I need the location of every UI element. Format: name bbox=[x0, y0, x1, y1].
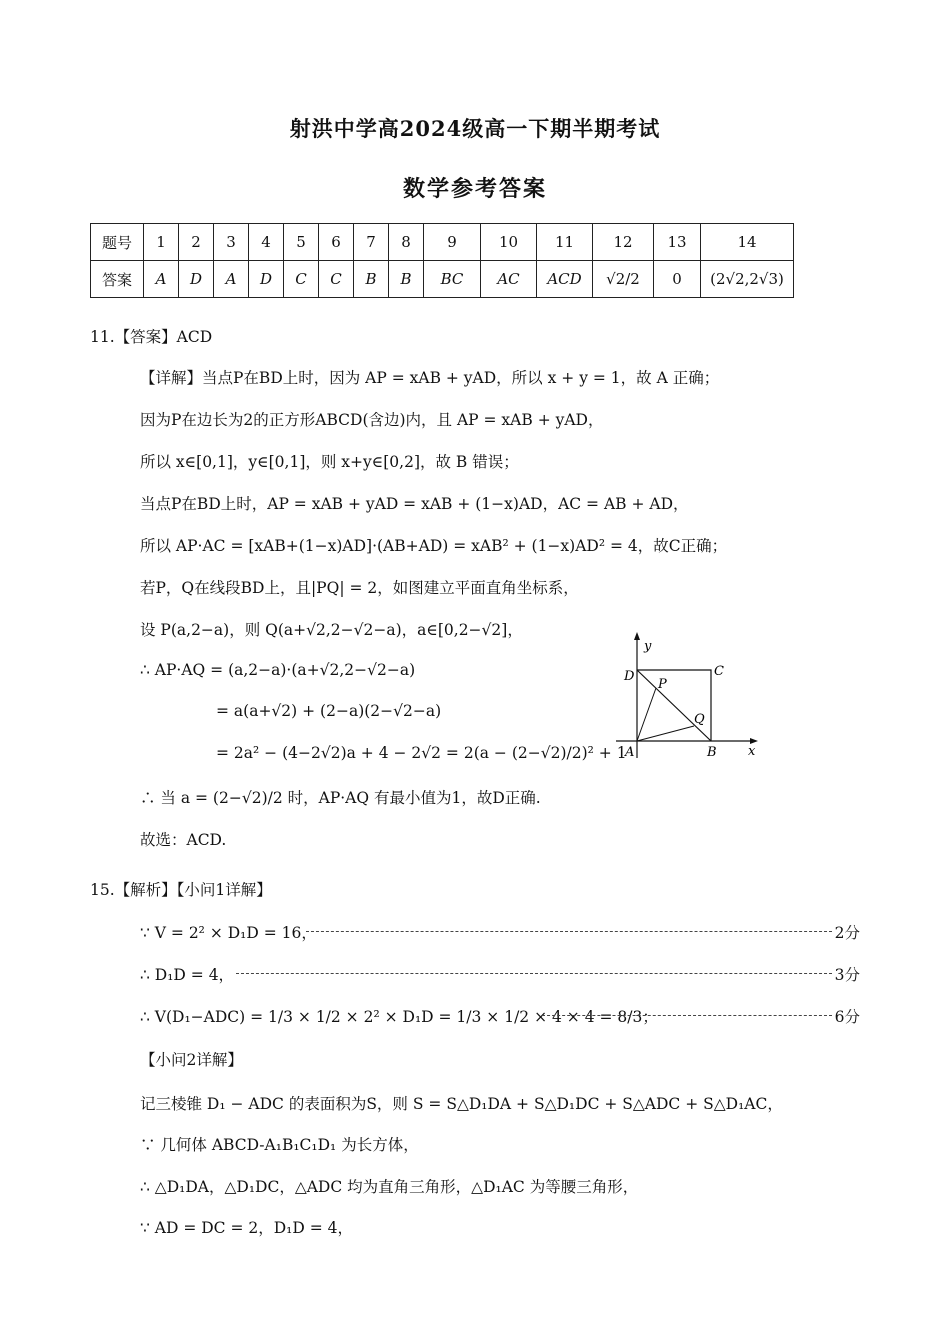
q15-score: 6分 bbox=[834, 1008, 860, 1026]
q15-line: ∵ 几何体 ABCD-A₁B₁C₁D₁ 为长方体， bbox=[140, 1136, 419, 1154]
q11-line: ∴ AP·AQ = (a,2−a)·(a+√2,2−√2−a) bbox=[140, 661, 416, 679]
label-q: Q bbox=[694, 712, 705, 727]
q11-line: 所以 AP·AC = [xAB+(1−x)AD]·(AB+AD) = xAB² + (1−x)AD² = 4，故C正确； bbox=[140, 537, 728, 555]
document-subtitle: 数学参考答案 bbox=[402, 176, 547, 202]
table-cell: A bbox=[144, 261, 179, 298]
segment-ap bbox=[637, 688, 656, 741]
table-cell: BC bbox=[424, 261, 481, 298]
table-cell: B bbox=[389, 261, 424, 298]
table-cell: D bbox=[179, 261, 214, 298]
y-axis-arrow bbox=[634, 632, 640, 640]
q15-line: ∴ △D₁DA，△D₁DC，△ADC 均为直角三角形，△D₁AC 为等腰三角形， bbox=[140, 1178, 639, 1196]
label-b: B bbox=[707, 745, 717, 760]
table-cell: 3 bbox=[214, 224, 249, 261]
table-cell: 5 bbox=[284, 224, 319, 261]
label-a: A bbox=[625, 745, 635, 760]
table-cell: 1 bbox=[144, 224, 179, 261]
segment-aq bbox=[637, 726, 694, 741]
q11-line: 故选：ACD. bbox=[140, 831, 227, 849]
table-cell: 11 bbox=[537, 224, 593, 261]
q15-line: 记三棱锥 D₁ − ADC 的表面积为S，则 S = S△D₁DA + S△D₁DC + S△ADC + S△D₁AC， bbox=[140, 1095, 783, 1113]
q15-subheader: 【小问2详解】 bbox=[140, 1051, 243, 1069]
q11-line: = 2a² − (4−2√2)a + 4 − 2√2 = 2(a − (2−√2)/2)² + 1 bbox=[216, 744, 627, 762]
label-x: x bbox=[748, 744, 756, 759]
table-cell: 14 bbox=[701, 224, 794, 261]
label-c: C bbox=[714, 664, 724, 679]
diagonal-bd bbox=[637, 670, 711, 741]
table-cell: (2√2,2√3) bbox=[701, 261, 794, 298]
table-cell: B bbox=[354, 261, 389, 298]
q11-line: 若P，Q在线段BD上，且|PQ| = 2，如图建立平面直角坐标系， bbox=[140, 579, 579, 597]
label-d: D bbox=[624, 669, 635, 684]
q15-score: 2分 bbox=[834, 924, 860, 942]
q11-header: 11.【答案】ACD bbox=[90, 328, 213, 346]
label-p: P bbox=[658, 677, 667, 692]
table-cell: √2/2 bbox=[593, 261, 654, 298]
table-cell: 2 bbox=[179, 224, 214, 261]
score-leader bbox=[236, 973, 832, 974]
table-cell: ACD bbox=[537, 261, 593, 298]
q11-line: 所以 x∈[0,1]，y∈[0,1]，则 x+y∈[0,2]，故 B 错误； bbox=[140, 453, 519, 471]
coordinate-figure bbox=[606, 628, 766, 763]
q11-line: 【详解】当点P在BD上时，因为 AP = xAB + yAD，所以 x + y = 1，故 A 正确； bbox=[140, 369, 720, 387]
table-cell: 6 bbox=[319, 224, 354, 261]
table-label-numbers: 题号 bbox=[91, 224, 144, 261]
label-y: y bbox=[644, 639, 652, 654]
q11-line: 因为P在边长为2的正方形ABCD(含边)内，且 AP = xAB + yAD， bbox=[140, 411, 604, 429]
table-cell: C bbox=[284, 261, 319, 298]
score-leader bbox=[542, 1015, 832, 1016]
q11-line: 当点P在BD上时，AP = xAB + yAD = xAB + (1−x)AD，AC = AB + AD， bbox=[140, 495, 689, 513]
table-cell: 10 bbox=[481, 224, 537, 261]
q15-step: ∵ V = 2² × D₁D = 16， bbox=[140, 924, 317, 942]
table-cell: 8 bbox=[389, 224, 424, 261]
q11-line: ∴ 当 a = (2−√2)/2 时，AP·AQ 有最小值为1，故D正确. bbox=[140, 789, 541, 807]
table-row-answers bbox=[91, 261, 794, 298]
document-title: 射洪中学高2024级高一下期半期考试 bbox=[289, 116, 661, 141]
table-cell: 7 bbox=[354, 224, 389, 261]
answer-table bbox=[90, 223, 794, 298]
table-cell: 9 bbox=[424, 224, 481, 261]
table-cell: 12 bbox=[593, 224, 654, 261]
q15-line: ∵ AD = DC = 2，D₁D = 4， bbox=[140, 1219, 354, 1237]
table-cell: 0 bbox=[654, 261, 701, 298]
table-label-answers: 答案 bbox=[91, 261, 144, 298]
q11-line: = a(a+√2) + (2−a)(2−√2−a) bbox=[216, 702, 442, 720]
q15-step: ∴ D₁D = 4， bbox=[140, 966, 235, 984]
q15-header: 15.【解析】【小问1详解】 bbox=[90, 881, 272, 899]
table-row-numbers bbox=[91, 224, 794, 261]
table-cell: 13 bbox=[654, 224, 701, 261]
table-cell: D bbox=[249, 261, 284, 298]
table-cell: A bbox=[214, 261, 249, 298]
q11-line: 设 P(a,2−a)，则 Q(a+√2,2−√2−a)，a∈[0,2−√2]， bbox=[140, 621, 523, 639]
q15-score: 3分 bbox=[834, 966, 860, 984]
score-leader bbox=[306, 931, 832, 932]
q15-step: ∴ V(D₁−ADC) = 1/3 × 1/2 × 2² × D₁D = 1/3 × 1/2 × 4 × 4 = 8/3； bbox=[140, 1008, 658, 1026]
table-cell: C bbox=[319, 261, 354, 298]
table-cell: 4 bbox=[249, 224, 284, 261]
table-cell: AC bbox=[481, 261, 537, 298]
